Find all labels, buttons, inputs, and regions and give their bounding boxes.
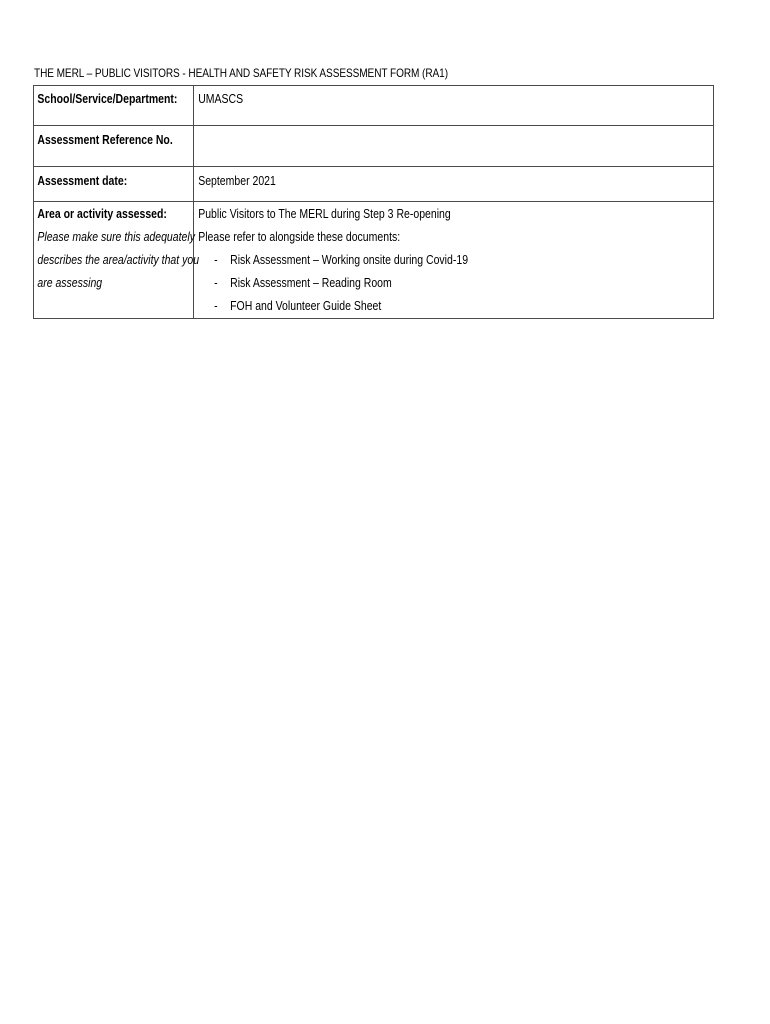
department-value-cell[interactable] <box>194 86 714 126</box>
form-title: THE MERL – PUBLIC VISITORS - HEALTH AND SAFETY RISK ASSESSMENT FORM (RA1) <box>34 66 448 80</box>
department-label: School/Service/Department: <box>37 92 178 106</box>
document-name: Risk Assessment – Reading Room <box>230 276 393 290</box>
date-value-cell[interactable] <box>194 167 714 202</box>
area-label: Area or activity assessed: <box>37 207 167 221</box>
area-hint-line: are assessing <box>37 276 103 290</box>
reference-label: Assessment Reference No. <box>37 133 173 147</box>
date-label: Assessment date: <box>37 174 128 188</box>
reference-value-cell[interactable] <box>194 126 714 167</box>
department-label-cell <box>34 86 194 126</box>
bullet-dash: - <box>214 276 218 290</box>
risk-assessment-table <box>33 85 714 319</box>
area-hint-line: Please make sure this adequately <box>37 230 195 244</box>
date-value: September 2021 <box>198 174 277 188</box>
document-name: Risk Assessment – Working onsite during Covid-19 <box>230 253 469 267</box>
row-reference <box>34 126 714 167</box>
area-description: Public Visitors to The MERL during Step 3 Re-opening <box>198 207 451 221</box>
reference-value <box>194 126 630 129</box>
area-label-cell <box>34 202 200 319</box>
bullet-dash: - <box>214 299 218 313</box>
row-department <box>34 86 714 126</box>
department-value: UMASCS <box>198 92 244 106</box>
document-list-item <box>198 295 630 318</box>
area-label-block <box>34 202 200 295</box>
document-list-item <box>198 272 630 295</box>
document-list-item <box>198 249 630 272</box>
area-hint-line: describes the area/activity that you <box>37 253 200 267</box>
reference-label-cell <box>34 126 194 167</box>
document-name: FOH and Volunteer Guide Sheet <box>230 299 382 313</box>
area-value-block <box>194 202 630 318</box>
row-area <box>34 202 714 319</box>
area-reference-intro: Please refer to alongside these documents: <box>198 230 401 244</box>
bullet-dash: - <box>214 253 218 267</box>
date-label-cell <box>34 167 194 202</box>
row-date <box>34 167 714 202</box>
area-value-cell[interactable] <box>194 202 714 319</box>
